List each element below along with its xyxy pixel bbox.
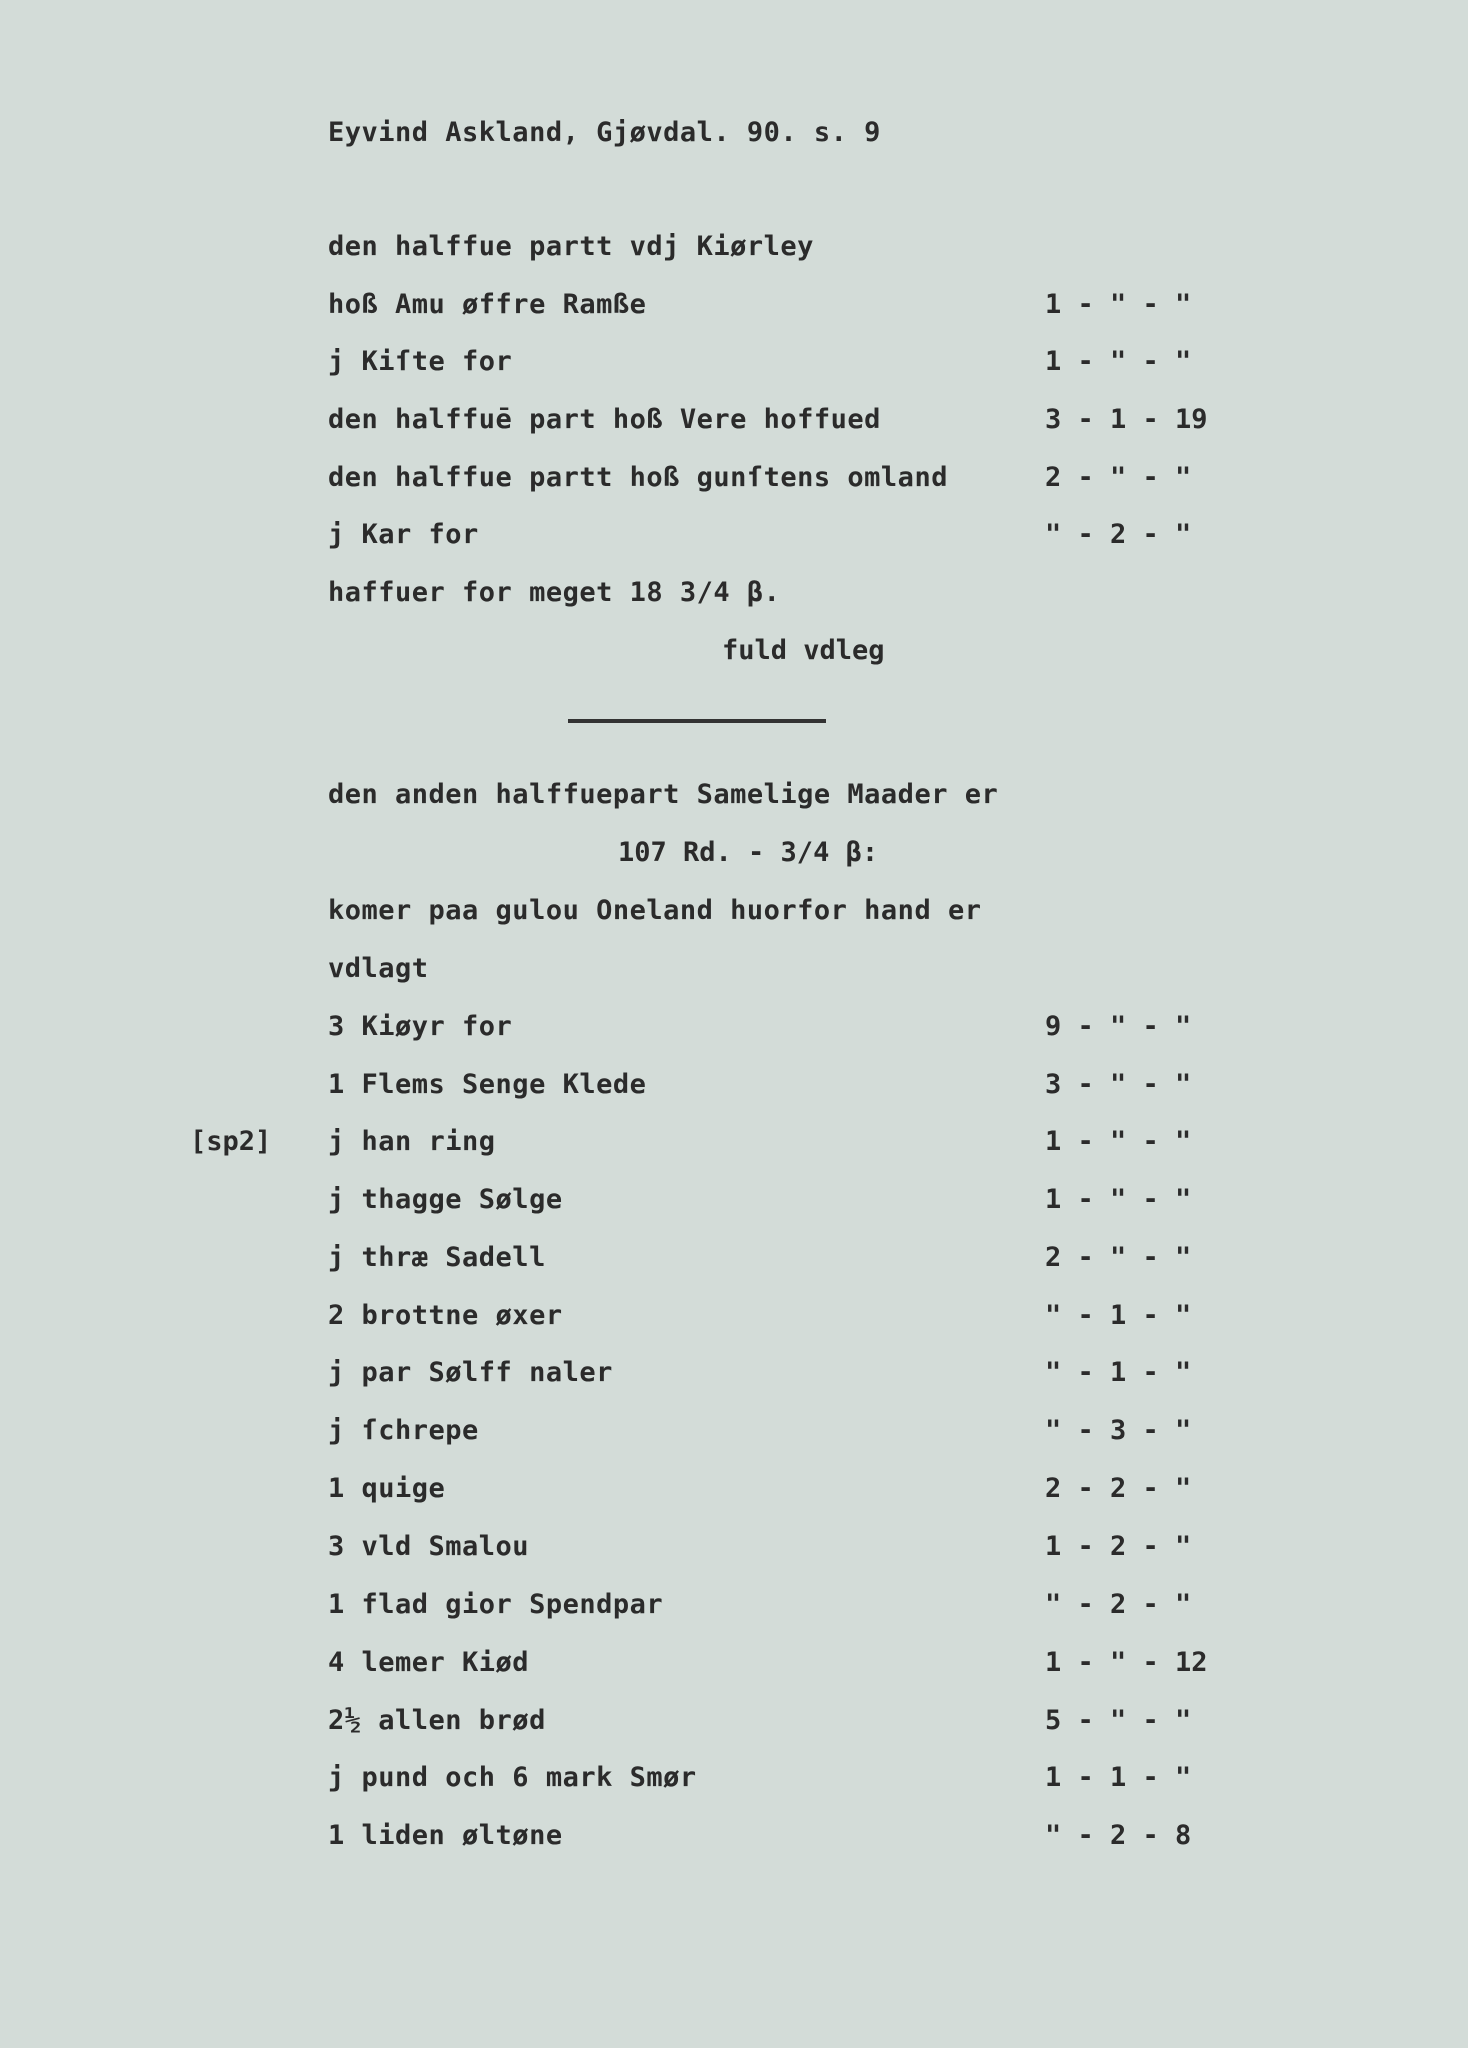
entry-text: 3 Kiøyr for — [328, 1011, 513, 1042]
entry-text: hoß Amu øffre Ramße — [328, 289, 647, 320]
entry-value: " - 1 - " — [1045, 1357, 1192, 1388]
intro-line: vdlagt — [328, 953, 429, 984]
entry-text: den halffuē part hoß Vere hoffued — [328, 404, 881, 435]
entry-text: j ſchrepe — [328, 1415, 479, 1446]
page-header: Eyvind Askland, Gjøvdal. 90. s. 9 — [328, 117, 881, 148]
section-divider — [568, 719, 826, 723]
entry-text: den halffue partt hoß gunſtens omland — [328, 462, 948, 493]
entry-value: " - 2 - " — [1045, 519, 1192, 550]
section-closing: fuld vdleg — [722, 635, 885, 666]
entry-value: " - 1 - " — [1045, 1300, 1192, 1331]
entry-value: 3 - " - " — [1045, 1069, 1192, 1100]
intro-line: den anden halffuepart Samelige Maader er — [328, 779, 999, 810]
entry-text: 1 Flems Senge Klede — [328, 1069, 647, 1100]
entry-value: 9 - " - " — [1045, 1011, 1192, 1042]
entry-value: 2 - " - " — [1045, 1242, 1192, 1273]
margin-note: [sp2] — [190, 1126, 272, 1157]
entry-text: j han ring — [328, 1126, 496, 1157]
intro-line: 107 Rd. - 3/4 β: — [618, 837, 879, 868]
entry-text: j thagge Sølge — [328, 1184, 563, 1215]
entry-value: 1 - " - 12 — [1045, 1647, 1208, 1678]
entry-text: haffuer for meget 18 3/4 β. — [328, 577, 781, 608]
entry-value: 1 - " - " — [1045, 346, 1192, 377]
entry-text: 1 quige — [328, 1473, 446, 1504]
entry-value: " - 2 - 8 — [1045, 1820, 1192, 1851]
entry-value: 3 - 1 - 19 — [1045, 404, 1208, 435]
entry-text: j Kiſte for — [328, 346, 513, 377]
entry-text: 1 flad gior Spendpar — [328, 1589, 664, 1620]
entry-text: 2 brottne øxer — [328, 1300, 563, 1331]
entry-text: den halffue partt vdj Kiørley — [328, 231, 814, 262]
entry-value: 1 - 2 - " — [1045, 1531, 1192, 1562]
entry-value: 1 - " - " — [1045, 1184, 1192, 1215]
entry-text: j thræ Sadell — [328, 1242, 546, 1273]
entry-value: " - 2 - " — [1045, 1589, 1192, 1620]
entry-text: 4 lemer Kiød — [328, 1647, 530, 1678]
entry-text: j pund och 6 mark Smør — [328, 1762, 697, 1793]
entry-value: 5 - " - " — [1045, 1705, 1192, 1736]
entry-text: j par Sølff naler — [328, 1357, 613, 1388]
intro-line: komer paa gulou Oneland huorfor hand er — [328, 895, 982, 926]
entry-text: 2½ allen brød — [328, 1705, 546, 1736]
entry-value: 1 - " - " — [1045, 1126, 1192, 1157]
entry-value: 2 - " - " — [1045, 462, 1192, 493]
entry-value: " - 3 - " — [1045, 1415, 1192, 1446]
entry-text: 3 vld Smalou — [328, 1531, 530, 1562]
entry-value: 1 - " - " — [1045, 289, 1192, 320]
entry-value: 2 - 2 - " — [1045, 1473, 1192, 1504]
entry-value: 1 - 1 - " — [1045, 1762, 1192, 1793]
entry-text: j Kar for — [328, 519, 479, 550]
entry-text: 1 liden øltøne — [328, 1820, 563, 1851]
